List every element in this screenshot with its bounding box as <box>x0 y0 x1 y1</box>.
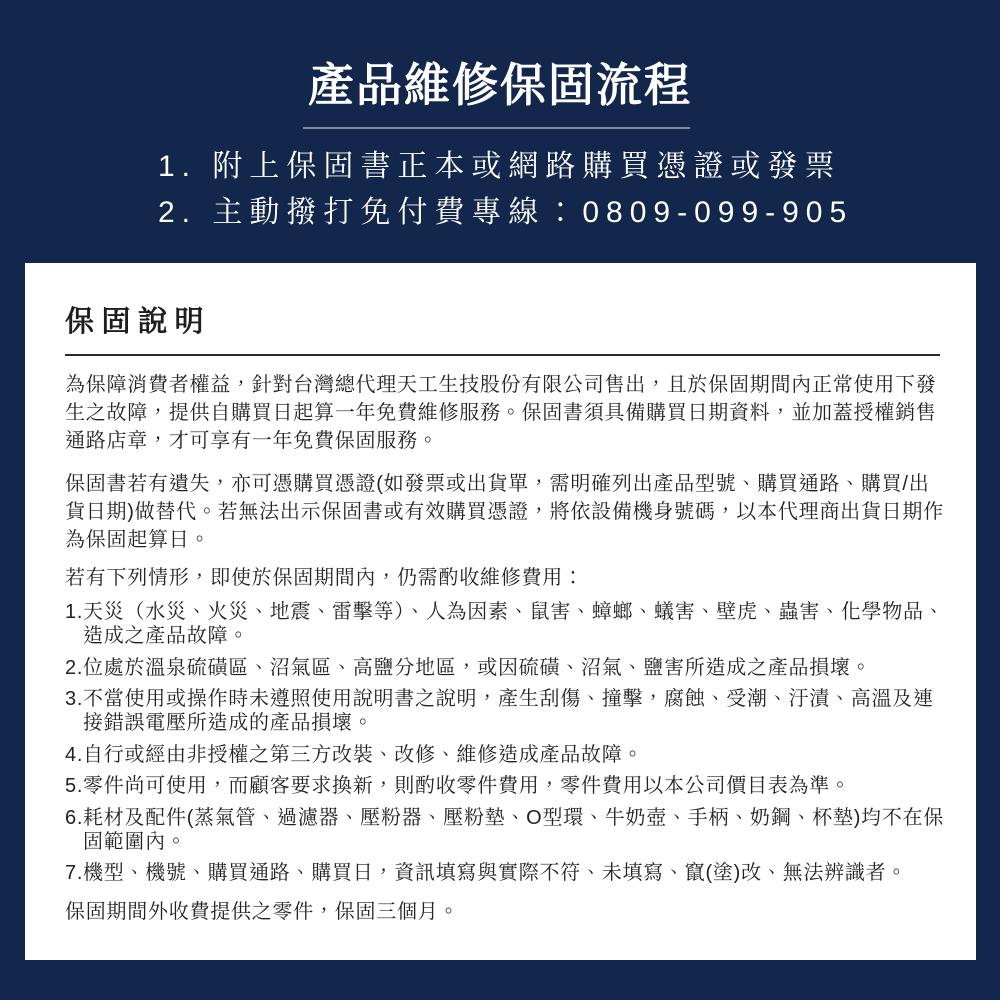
conditions-intro <box>65 564 965 592</box>
list-number: 6. <box>65 806 84 829</box>
text-line: 固範圍內。 <box>83 830 187 853</box>
heading-divider <box>65 354 940 356</box>
text-line: 若有下列情形，即使於保固期間內，仍需酌收維修費用： <box>65 567 584 589</box>
text-line: 機型、機號、購買通路、購買日，資訊填寫與實際不符、未填寫、竄(塗)改、無法辨識者。 <box>83 862 908 884</box>
page-title: 產品維修保固流程 <box>308 59 692 111</box>
text-line: 耗材及配件(蒸氣管、過濾器、壓粉器、壓粉墊、O型環、牛奶壺、手柄、奶鋼、杯墊)均不在保 <box>83 806 945 829</box>
list-number: 4. <box>65 743 84 766</box>
list-item-text <box>83 861 907 885</box>
list-item <box>65 743 965 767</box>
text-line: 不當使用或操作時未遵照使用說明書之說明，產生刮傷、撞擊，腐蝕、受潮、汙漬、高溫及連 <box>83 688 934 710</box>
text-line: 為保障消費者權益，針對台灣總代理天工生技股份有限公司售出，且於保固期間內正常使用下發 <box>65 374 937 396</box>
list-number: 7. <box>65 862 84 884</box>
text-line: 自行或經由非授權之第三方改裝、改修、維修造成產品故障。 <box>83 743 644 766</box>
text-line: 生之故障，提供自購買日起算一年免費維修服務。保固書須具備購買日期資料，並加蓋授權銷售 <box>65 402 937 424</box>
step-attach-warranty: 1. 附上保固書正本或網路購買憑證或發票 <box>158 150 842 183</box>
section-heading: 保固說明 <box>65 306 212 338</box>
text-line: 接錯誤電壓所造成的產品損壞。 <box>83 712 374 734</box>
text-line: 天災（水災、火災、地震、雷擊等）、人為因素、鼠害、蟑螂、蟻害、壁虎、蟲害、化學物品、 <box>83 601 945 623</box>
text-line: 通路店章，才可享有一年免費保固服務。 <box>65 430 439 452</box>
list-item <box>65 806 965 854</box>
footer-note: 保固期間外收費提供之零件，保固三個月。 <box>65 901 460 923</box>
text-line: 位處於溫泉硫磺區、沼氣區、高鹽分地區，或因硫磺、沼氣、鹽害所造成之產品損壞。 <box>83 656 872 679</box>
repair-steps <box>158 144 853 236</box>
list-item-text <box>83 687 934 735</box>
warranty-paragraph-lost-card <box>65 470 965 554</box>
text-line: 為保固起算日。 <box>65 529 211 551</box>
list-item <box>65 861 965 885</box>
text-line: 造成之產品故障。 <box>83 625 249 647</box>
warranty-card <box>25 263 976 960</box>
list-number: 1. <box>65 601 84 623</box>
list-item-text <box>83 656 872 680</box>
list-item-text <box>83 806 944 854</box>
list-number: 5. <box>65 775 84 797</box>
text-line: 保固書若有遺失，亦可憑購買憑證(如發票或出貨單，需明確列出產品型號、購買通路、購買/出 <box>65 473 930 495</box>
title-divider <box>303 127 690 129</box>
list-item-text <box>83 743 643 767</box>
warranty-paragraph-coverage <box>65 371 965 455</box>
list-number: 3. <box>65 688 84 710</box>
warranty-body <box>65 371 965 926</box>
fee-conditions-list <box>65 600 965 885</box>
list-item <box>65 774 965 798</box>
list-item-text <box>83 600 945 648</box>
step-call-hotline: 2. 主動撥打免付費專線：0809-099-905 <box>158 196 854 229</box>
text-line: 零件尚可使用，而顧客要求換新，則酌收零件費用，零件費用以本公司價目表為準。 <box>83 775 851 797</box>
list-item <box>65 600 965 648</box>
text-line: 貨日期)做替代。若無法出示保固書或有效購買憑證，將依設備機身號碼，以本代理商出貨日期作 <box>65 501 944 523</box>
list-item-text <box>83 774 851 798</box>
list-number: 2. <box>65 656 84 679</box>
list-item <box>65 656 965 680</box>
list-item <box>65 687 965 735</box>
